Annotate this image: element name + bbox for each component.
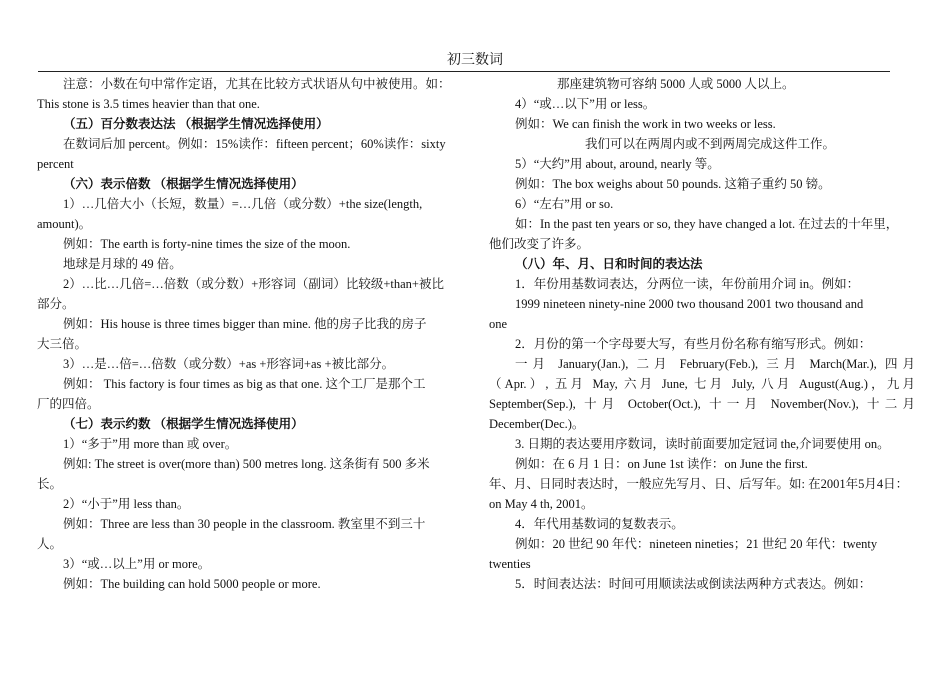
body-line: 部分。 [37,297,75,311]
body-line: 他们改变了许多。 [489,237,590,251]
page-title: 初三数词 [447,53,503,68]
body-line: 5）“大约”用 about, around, nearly 等。 [515,157,720,171]
body-line: 长。 [37,477,63,491]
example-line: （Apr.）, 五月 May, 六月 June, 七月 July, 八月 August(Aug.)，九月 [489,377,915,391]
example-line: 例如：His house is three times bigger than mine. 他的房子比我的房子 [63,317,427,331]
body-line: 1）“多于”用 more than 或 over。 [63,437,238,451]
example-line: 1999 nineteen ninety-nine 2000 two thousand 2001 two thousand and [515,297,864,311]
example-line: 一月 January(Jan.), 二月 February(Feb.), 三月 March(Mar.), 四月 [515,357,915,371]
example-line: 例如：The building can hold 5000 people or more. [63,577,321,591]
right-column [489,74,915,594]
example-line: 例如：The box weighs about 50 pounds. 这箱子重约 50 镑。 [515,177,831,191]
body-line: 4．年代用基数词的复数表示。 [515,517,684,531]
body-line: 1）…几倍大小（长短，数量）=…几倍（或分数）+the size(length, [63,197,423,211]
body-line: 3）…是…倍=…倍数（或分数）+as +形容词+as +被比部分。 [63,357,395,371]
note-line: 注意：小数在句中常作定语，尤其在比较方式状语从句中被使用。如： [63,77,451,91]
body-line: 3）“或…以上”用 or more。 [63,557,211,571]
section-heading-approximate: （七）表示约数 （根据学生情况选择使用） [63,417,304,431]
body-line: 年、月、日同时表达时，一般应先写月、日、后写年。如: 在2001年5月4日： [489,477,909,491]
left-column [37,74,462,594]
section-heading-percent: （五）百分数表达法 （根据学生情况选择使用） [63,117,329,131]
body-line: 地球是月球的 49 倍。 [63,257,182,271]
body-line: on May 4 th, 2001。 [489,497,594,511]
example-line: 例如： This factory is four times as big as that one. 这个工厂是那个工 [63,377,426,391]
body-line: 那座建筑物可容纳 5000 人或 5000 人以上。 [557,77,795,91]
example-line: December(Dec.)。 [489,417,585,431]
example-line: This stone is 3.5 times heavier than that one. [37,97,260,111]
body-line: 2．月份的第一个字母要大写，有些月份名称有缩写形式。例如： [515,337,872,351]
section-heading-dates-times: （八）年、月、日和时间的表达法 [515,257,703,271]
body-line: 人。 [37,537,63,551]
body-line: amount)。 [37,217,92,231]
body-line: 在数词后加 percent。例如：15%读作：fifteen percent；60%读作：sixty [63,137,446,151]
example-line: 如：In the past ten years or so, they have changed a lot. 在过去的十年里， [515,217,899,231]
body-line: 1．年份用基数词表达，分两位一读，年份前用介词 in。例如： [515,277,860,291]
body-line: 5．时间表达法：时间可用顺读法或倒读法两种方式表达。例如： [515,577,872,591]
body-line: 我们可以在两周内或不到两周完成这件工作。 [585,137,836,151]
header-divider [38,71,890,72]
example-line: September(Sep.), 十月 October(Oct.), 十一月 November(Nov.), 十二月 [489,397,915,411]
body-line: 3. 日期的表达要用序数词，读时前面要加定冠词 the,介词要使用 on。 [515,437,890,451]
body-line: 2）“小于”用 less than。 [63,497,190,511]
section-heading-multiples: （六）表示倍数 （根据学生情况选择使用） [63,177,304,191]
example-line: 例如：在 6 月 1 日：on June 1st 读作：on June the first. [515,457,808,471]
body-line: 6）“左右”用 or so. [515,197,614,211]
body-line: percent [37,157,74,171]
body-line: one [489,317,508,331]
example-line: 例如：Three are less than 30 people in the classroom. 教室里不到三十 [63,517,426,531]
example-line: 例如：We can finish the work in two weeks or less. [515,117,776,131]
body-line: 大三倍。 [37,337,88,351]
example-line: 例如：The earth is forty-nine times the size of the moon. [63,237,351,251]
body-line: 4）“或…以下”用 or less。 [515,97,656,111]
body-line: 厂的四倍。 [37,397,100,411]
example-line: 例如: The street is over(more than) 500 metres long. 这条街有 500 多米 [63,457,430,471]
example-line: 例如：20 世纪 90 年代：nineteen nineties；21 世纪 20 年代：twenty [515,537,878,551]
body-line: 2）…比…几倍=…倍数（或分数）+形容词（副词）比较级+than+被比 [63,277,444,291]
body-line: twenties [489,557,531,571]
